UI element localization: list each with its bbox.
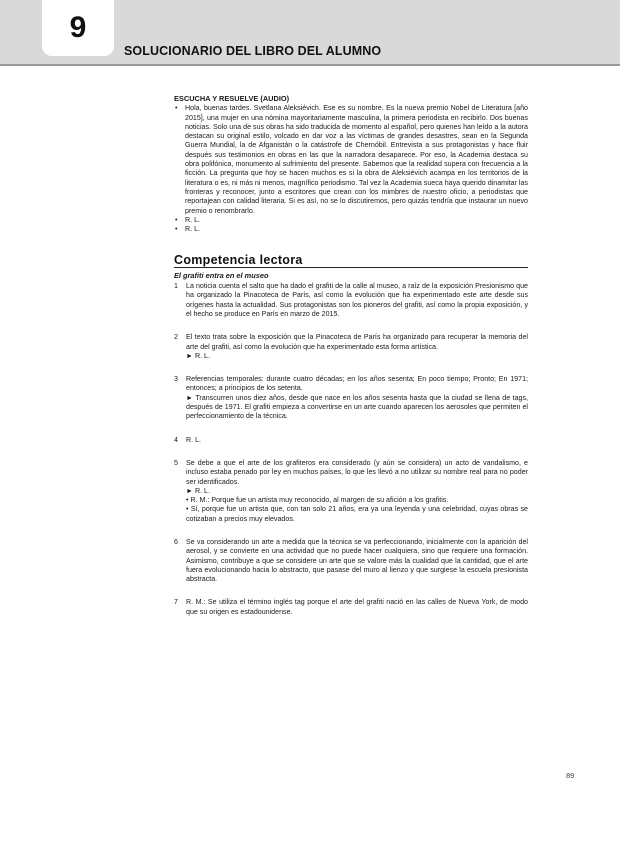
item-text: La noticia cuenta el salto que ha dado el grafiti de la calle al museo, a raíz de la exposición Presionismo que ha organizado la Pinacoteca de París, así como la evolución que ha experimentado este arte desde sus orígenes hasta la actualidad. Sus protagonistas son los pioneros del grafiti, así como la propia exposición, y el hecho se produce en París en marzo de 2015. (186, 282, 528, 318)
item-dot-line: • R. M.: Porque fue un artista muy reconocido, al margen de su afición a los grafitis. (186, 496, 449, 505)
item-arrow-line: ► Transcurren unos diez años, desde que nace en los años sesenta hasta que la ciudad se llena de tags, después de 1971. El grafiti empieza a convertirse en un arte cuando aparecen los aerosoles que permiten el perfeccionamiento de la técnica. (186, 393, 528, 421)
list-item: • R. L. (174, 225, 528, 234)
list-item: • R. L. (174, 216, 528, 225)
answer-item-3 (174, 375, 528, 421)
header-divider (0, 64, 620, 66)
item-number: 6 (174, 537, 178, 546)
escucha-heading: ESCUCHA Y RESUELVE (AUDIO) (174, 94, 290, 103)
page-title: SOLUCIONARIO DEL LIBRO DEL ALUMNO (124, 44, 382, 58)
page-number: 89 (566, 771, 575, 780)
item-arrow-line: ► R. L. (186, 486, 210, 495)
item-text: El texto trata sobre la exposición que la Pinacoteca de París ha organizado para recuperar la memoria del arte del grafiti, así como la evolución que ha experimentado esta forma artística. (186, 333, 528, 351)
chapter-number: 9 (42, 0, 114, 56)
item-text: Se debe a que el arte de los grafiteros era considerado (y aún se considera) un acto de vandalismo, e incluso estaba penado por ley en muchos países, lo que les llevó a no utilizar su nombre real para no poder ser identificados. (186, 458, 528, 486)
answer-item-1 (174, 282, 528, 319)
answer-item-4 (174, 436, 528, 445)
answer-item-6 (174, 538, 528, 584)
item-text: Referencias temporales: durante cuatro décadas; en los años sesenta; En poco tiempo; Pronto; En 1971; entonces; a principios de los setenta. (186, 375, 528, 393)
list-item: • Hola, buenas tardes. Svetlana Aleksiévich. Ese es su nombre. Es la nueva premio Nobel de Literatura [año 2015], una mujer en una nómina mayoritariamente masculina, la primera periodista en recibirlo. Dos buenas noticias. Solo una de sus obras ha sido traducida de momento al español, pero quienes han leído a la autora destacan su original estilo, volcado en dar voz a las víctimas de grandes desastres, sean en la Segunda Guerra Mundial, la de Afganistán o la catástrofe de Chernóbil. Entrevista a sus protagonistas y hace fluir después sus testimonios en obras en las que la narradora desaparece. Por eso, la Academia destaca su obra polifónica, monumento al sufrimiento del presente. Sabemos que la realidad supera con frecuencia a la ficción. La pregunta que hoy se hacen muchos es si la obra de Aleksiévich acampa en los territorios de la literatura o es, ni más ni menos, magnífico periodismo. Tal vez la Academia sueca haya querido dinamitar las fronteras y reconocer, junto a escritores que crean con los mimbres de nuestro oficio, a periodistas que reportajean con calidad literaria. Si es así, no se lo discutiremos, pero quizás tendría que instaurar un nuevo premio o renombrarlo. (174, 104, 528, 216)
item-number: 4 (174, 435, 178, 444)
item-number: 7 (174, 598, 178, 607)
item-text: R. M.: Se utiliza el término inglés tag porque el arte del grafiti nació en las calles de Nueva York, de modo que su origen es estadounidense. (186, 598, 528, 616)
item-text: R. L. (186, 435, 201, 444)
main-content (174, 94, 528, 617)
item-number: 1 (174, 282, 178, 291)
item-number: 5 (174, 458, 178, 467)
item-number: 2 (174, 333, 178, 342)
answer-item-5 (174, 459, 528, 524)
item-dot-line: • Sí, porque fue un artista que, con tan solo 21 años, era ya una leyenda y una celebridad, cuyas obras se cotizaban a precios muy elevados. (186, 505, 528, 523)
answer-item-2 (174, 333, 528, 361)
item-arrow-line: ► R. L. (186, 351, 210, 360)
escucha-list (174, 104, 528, 234)
section-subtitle: El grafiti entra en el museo (174, 270, 269, 280)
section-title: Competencia lectora (174, 256, 528, 267)
item-number: 3 (174, 375, 178, 384)
answer-item-7 (174, 598, 528, 617)
item-text: Se va considerando un arte a medida que la técnica se va perfeccionando, inicialmente con la aparición del aerosol, y se convierte en una actividad que no puede hacer cualquiera, sino que requiere una formación. Asimismo, contribuye a que se considere un arte que se valore más la cualidad que la cantidad, que el arte fuera evolucionando hacia lo abstracto, que pasase del muro al lienzo y que surgiese la escuela presionista abstracta. (186, 537, 528, 584)
